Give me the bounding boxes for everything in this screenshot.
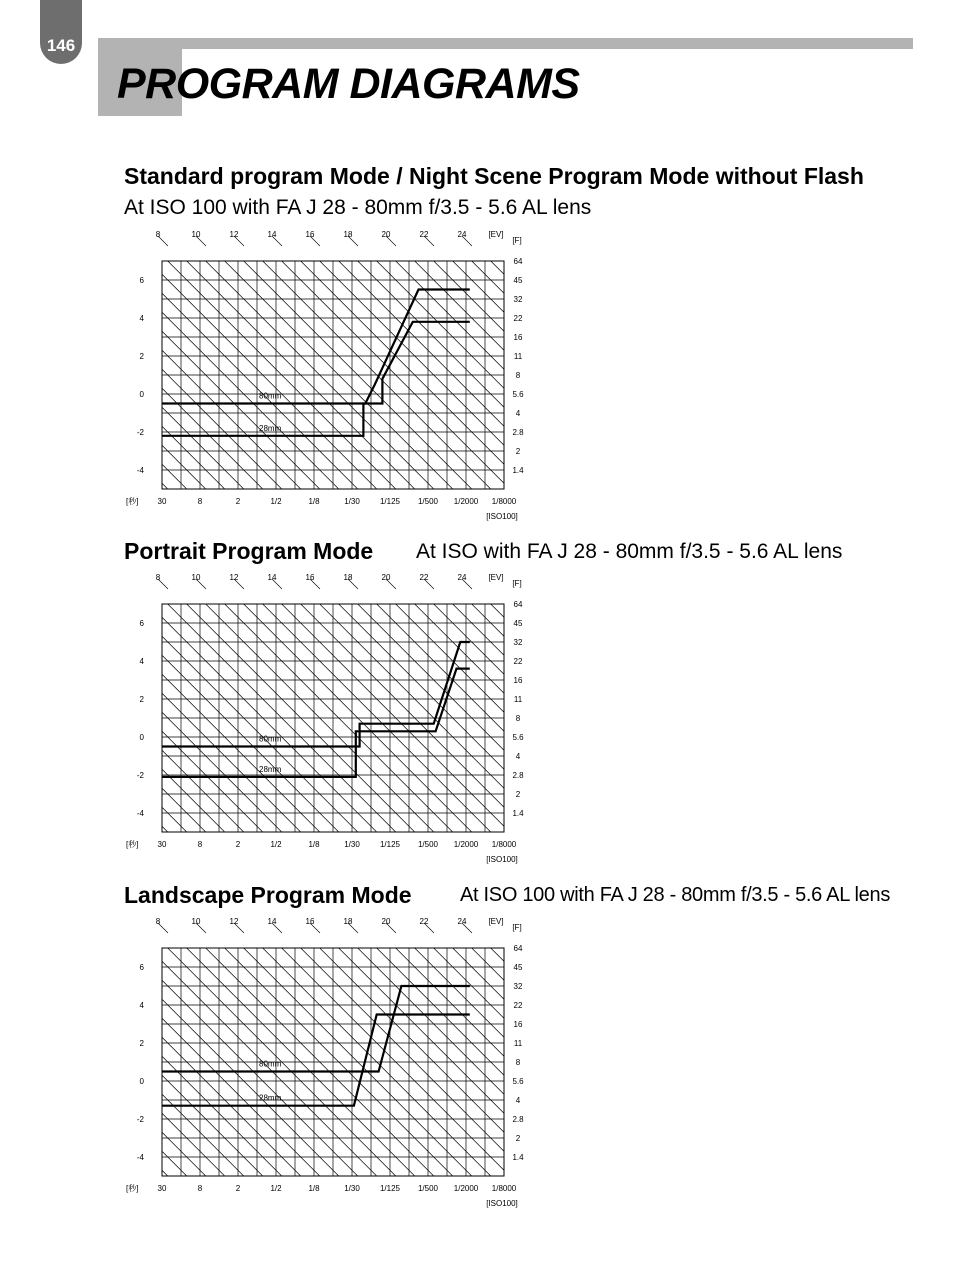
ev-diagonal-line [409, 923, 709, 1223]
ev-diagonal-line [235, 923, 538, 1223]
left-axis-tick-label: -4 [136, 1153, 144, 1162]
ev-diagonal-line [0, 236, 196, 536]
ev-diagonal-line [143, 923, 443, 1223]
ev-diagonal-line [276, 236, 576, 536]
ev-diagonal-line [86, 236, 386, 536]
f-tick-label: 22 [513, 1001, 523, 1010]
ev-diagonal-line [10, 236, 310, 536]
ev-tick-label: 20 [381, 230, 391, 239]
program-diagram-landscape [120, 915, 540, 1208]
ev-diagonal-line [447, 579, 747, 879]
ev-diagonal-line [0, 923, 215, 1223]
left-axis-tick-label: 2 [139, 352, 144, 361]
f-unit-label: [F] [512, 923, 522, 932]
ev-diagonal-line [105, 236, 405, 536]
shutter-tick-label: 1/500 [417, 1184, 439, 1193]
program-line-28mm [162, 322, 470, 436]
ev-tick-label: 18 [343, 230, 353, 239]
ev-diagonal-line [219, 236, 522, 536]
ev-diagonal-line [0, 923, 253, 1223]
ev-diagonal-line [162, 579, 462, 879]
ev-diagonal-line [504, 236, 804, 536]
f-tick-label: 64 [513, 257, 523, 266]
ev-diagonal-line [162, 236, 462, 536]
shutter-tick-label: 1/8000 [491, 1184, 517, 1193]
ev-tick-label: 12 [229, 917, 239, 926]
ev-diagonal-line [504, 923, 804, 1223]
shutter-tick-label: 1/8000 [491, 840, 517, 849]
f-tick-label: 2 [515, 447, 521, 456]
left-axis-tick-label: 0 [139, 733, 144, 742]
ev-diagonal-line [352, 236, 652, 536]
ev-diagonal-line [124, 579, 424, 879]
ev-diagonal-line [466, 579, 766, 879]
left-axis-tick-label: 6 [139, 963, 144, 972]
ev-tick-label: 10 [191, 917, 201, 926]
ev-diagonal-line [67, 236, 367, 536]
ev-diagonal-line [143, 579, 443, 879]
shutter-tick-label: 30 [157, 840, 167, 849]
f-tick-label: 8 [515, 371, 521, 380]
f-tick-label: 16 [513, 676, 523, 685]
ev-diagonal-line [0, 579, 234, 879]
series-label-80mm: 80mm [259, 391, 282, 401]
ev-diagonal-line [333, 923, 633, 1223]
ev-diagonal-line [257, 923, 557, 1223]
f-unit-label: [F] [512, 579, 522, 588]
ev-diagonal-line [181, 236, 481, 536]
shutter-tick-label: 1/2 [270, 840, 282, 849]
ev-diagonal-line [235, 236, 538, 536]
ev-diagonal-line [333, 236, 633, 536]
ev-diagonal-line [29, 923, 329, 1223]
ev-diagonal-line [86, 923, 386, 1223]
ev-tick-label: 20 [381, 573, 391, 582]
shutter-tick-label: 2 [235, 497, 241, 506]
ev-diagonal-line [295, 579, 595, 879]
left-axis-tick-label: 0 [139, 1077, 144, 1086]
ev-diagonal-line [352, 923, 652, 1223]
ev-tick-label: 22 [419, 573, 429, 582]
shutter-tick-label: 8 [197, 1184, 203, 1193]
section-heading-landscape: Landscape Program Mode [124, 882, 412, 908]
shutter-tick-label: 1/2000 [453, 1184, 479, 1193]
f-unit-label: [F] [512, 236, 522, 245]
section-heading-standard: Standard program Mode / Night Scene Program Mode without Flash [124, 163, 864, 189]
ev-diagonal-line [197, 236, 500, 536]
f-tick-label: 45 [513, 276, 523, 285]
f-tick-label: 5.6 [512, 733, 524, 742]
left-axis-tick-label: 6 [139, 619, 144, 628]
ev-diagonal-line [197, 579, 500, 879]
series-label-80mm: 80mm [259, 734, 282, 744]
shutter-tick-label: 1/500 [417, 840, 439, 849]
shutter-tick-label: 1/2000 [453, 840, 479, 849]
ev-unit-label: [EV] [488, 230, 504, 239]
ev-diagonal-line [124, 236, 424, 536]
shutter-tick-label: 1/125 [379, 1184, 401, 1193]
ev-diagonal-line [67, 923, 367, 1223]
ev-diagonal-line [447, 923, 747, 1223]
ev-tick-label: 14 [267, 230, 277, 239]
ev-diagonal-line [276, 579, 576, 879]
ev-diagonal-line [485, 923, 785, 1223]
ev-diagonal-line [352, 579, 652, 879]
shutter-tick-label: 2 [235, 1184, 241, 1193]
shutter-tick-label: 1/30 [344, 1184, 360, 1193]
left-axis-unit-label: [秒] [126, 840, 139, 849]
f-tick-label: 11 [513, 1039, 523, 1048]
shutter-tick-label: 30 [157, 497, 167, 506]
program-line-28mm [162, 1015, 470, 1106]
f-tick-label: 5.6 [512, 1077, 524, 1086]
shutter-tick-label: 1/8 [308, 1184, 320, 1193]
f-tick-label: 45 [513, 619, 523, 628]
program-diagram-portrait [120, 571, 540, 864]
ev-diagonal-line [0, 923, 291, 1223]
ev-diagonal-line [0, 236, 215, 536]
iso-unit-label: [ISO100] [486, 512, 518, 521]
ev-diagonal-line [466, 923, 766, 1223]
ev-tick-label: 24 [457, 917, 467, 926]
ev-diagonal-line [428, 579, 728, 879]
left-axis-tick-label: -4 [136, 466, 144, 475]
f-tick-label: 1.4 [512, 1153, 524, 1162]
page-number: 146 [46, 36, 76, 55]
series-label-28mm: 28mm [259, 1093, 282, 1103]
ev-tick-label: 24 [457, 573, 467, 582]
f-tick-label: 45 [513, 963, 523, 972]
ev-tick-label: 18 [343, 917, 353, 926]
f-tick-label: 4 [515, 1096, 521, 1105]
ev-tick-label: 24 [457, 230, 467, 239]
ev-tick-label: 12 [229, 230, 239, 239]
ev-diagonal-line [390, 579, 690, 879]
f-tick-label: 4 [515, 752, 521, 761]
ev-diagonal-line [0, 236, 234, 536]
ev-diagonal-line [10, 579, 310, 879]
ev-diagonal-group [0, 923, 804, 1223]
ev-diagonal-line [0, 579, 272, 879]
ev-diagonal-line [485, 236, 785, 536]
f-tick-label: 32 [513, 982, 523, 991]
program-line-80mm [162, 290, 470, 404]
ev-diagonal-line [0, 579, 291, 879]
ev-diagonal-line [0, 236, 291, 536]
ev-tick-label: 16 [305, 230, 315, 239]
shutter-tick-label: 1/8000 [491, 497, 517, 506]
iso-unit-label: [ISO100] [486, 1199, 518, 1208]
ev-diagonal-line [67, 579, 367, 879]
f-tick-label: 22 [513, 657, 523, 666]
ev-tick-label: 8 [155, 230, 161, 239]
f-tick-label: 5.6 [512, 390, 524, 399]
left-axis-unit-label: [秒] [126, 1184, 139, 1193]
f-tick-label: 8 [515, 1058, 521, 1067]
ev-tick-label: 10 [191, 230, 201, 239]
shutter-tick-label: 8 [197, 840, 203, 849]
f-tick-label: 64 [513, 600, 523, 609]
left-axis-tick-label: 4 [139, 314, 144, 323]
ev-diagonal-line [105, 923, 405, 1223]
left-axis-tick-label: 2 [139, 1039, 144, 1048]
iso-unit-label: [ISO100] [486, 855, 518, 864]
series-label-80mm: 80mm [259, 1059, 282, 1069]
ev-diagonal-line [485, 579, 785, 879]
ev-tick-label: 16 [305, 917, 315, 926]
ev-tick-label: 14 [267, 917, 277, 926]
ev-diagonal-line [29, 236, 329, 536]
ev-unit-label: [EV] [488, 917, 504, 926]
left-axis-tick-label: 4 [139, 1001, 144, 1010]
f-tick-label: 8 [515, 714, 521, 723]
f-tick-label: 32 [513, 638, 523, 647]
f-tick-label: 11 [513, 695, 523, 704]
program-diagram-standard [120, 228, 540, 521]
shutter-tick-label: 1/8 [308, 840, 320, 849]
ev-diagonal-line [257, 579, 557, 879]
ev-diagonal-line [314, 923, 614, 1223]
section-subtext-standard: At ISO 100 with FA J 28 - 80mm f/3.5 - 5.6 AL lens [124, 196, 592, 219]
ev-diagonal-line [257, 236, 557, 536]
f-tick-label: 32 [513, 295, 523, 304]
ev-unit-label: [EV] [488, 573, 504, 582]
ev-diagonal-line [295, 923, 595, 1223]
shutter-tick-label: 1/8 [308, 497, 320, 506]
ev-diagonal-line [466, 236, 766, 536]
ev-diagonal-line [197, 923, 500, 1223]
ev-diagonal-line [276, 923, 576, 1223]
f-tick-label: 2 [515, 790, 521, 799]
left-axis-tick-label: -2 [136, 1115, 144, 1124]
ev-diagonal-line [428, 923, 728, 1223]
shutter-tick-label: 1/500 [417, 497, 439, 506]
ev-diagonal-line [86, 579, 386, 879]
ev-diagonal-line [504, 579, 804, 879]
shutter-tick-label: 1/30 [344, 840, 360, 849]
ev-diagonal-line [295, 236, 595, 536]
left-axis-tick-label: 4 [139, 657, 144, 666]
shutter-tick-label: 1/30 [344, 497, 360, 506]
page-title: PROGRAM DIAGRAMS [117, 60, 580, 108]
ev-diagonal-line [162, 923, 462, 1223]
shutter-tick-label: 2 [235, 840, 241, 849]
left-axis-tick-label: -2 [136, 428, 144, 437]
left-axis-tick-label: 0 [139, 390, 144, 399]
f-tick-label: 2.8 [512, 771, 524, 780]
ev-diagonal-line [0, 236, 253, 536]
ev-diagonal-line [143, 236, 443, 536]
left-axis-tick-label: -2 [136, 771, 144, 780]
f-tick-label: 1.4 [512, 466, 524, 475]
title-bar [98, 38, 913, 49]
f-tick-label: 16 [513, 1020, 523, 1029]
ev-tick-label: 20 [381, 917, 391, 926]
series-label-28mm: 28mm [259, 423, 282, 433]
shutter-tick-label: 1/125 [379, 497, 401, 506]
ev-diagonal-group [0, 236, 804, 536]
section-subtext-portrait: At ISO with FA J 28 - 80mm f/3.5 - 5.6 AL lens [416, 540, 843, 563]
ev-diagonal-line [447, 236, 747, 536]
ev-tick-label: 10 [191, 573, 201, 582]
ev-diagonal-line [219, 923, 522, 1223]
left-axis-tick-label: -4 [136, 809, 144, 818]
f-tick-label: 2.8 [512, 1115, 524, 1124]
ev-tick-label: 14 [267, 573, 277, 582]
left-axis-unit-label: [秒] [126, 497, 139, 506]
left-axis-tick-label: 6 [139, 276, 144, 285]
ev-tick-label: 18 [343, 573, 353, 582]
ev-diagonal-group [0, 579, 804, 879]
shutter-tick-label: 8 [197, 497, 203, 506]
ev-diagonal-line [0, 579, 196, 879]
ev-diagonal-line [0, 579, 253, 879]
ev-diagonal-line [48, 923, 348, 1223]
ev-tick-label: 22 [419, 917, 429, 926]
ev-diagonal-line [48, 236, 348, 536]
shutter-tick-label: 1/2 [270, 1184, 282, 1193]
ev-diagonal-line [181, 923, 481, 1223]
ev-tick-label: 8 [155, 917, 161, 926]
ev-diagonal-line [29, 579, 329, 879]
ev-diagonal-line [235, 579, 538, 879]
ev-diagonal-line [124, 923, 424, 1223]
ev-tick-label: 22 [419, 230, 429, 239]
series-label-28mm: 28mm [259, 764, 282, 774]
ev-diagonal-line [390, 923, 690, 1223]
section-subtext-landscape: At ISO 100 with FA J 28 - 80mm f/3.5 - 5.6 AL lens [460, 884, 891, 906]
shutter-tick-label: 1/125 [379, 840, 401, 849]
ev-diagonal-line [0, 579, 215, 879]
ev-tick-label: 16 [305, 573, 315, 582]
ev-diagonal-line [48, 579, 348, 879]
f-tick-label: 2.8 [512, 428, 524, 437]
ev-diagonal-line [333, 579, 633, 879]
ev-diagonal-line [0, 923, 234, 1223]
ev-diagonal-line [409, 236, 709, 536]
ev-diagonal-line [0, 236, 272, 536]
f-tick-label: 16 [513, 333, 523, 342]
shutter-tick-label: 30 [157, 1184, 167, 1193]
ev-diagonal-line [10, 923, 310, 1223]
ev-diagonal-line [0, 923, 272, 1223]
left-axis-tick-label: 2 [139, 695, 144, 704]
shutter-tick-label: 1/2000 [453, 497, 479, 506]
ev-diagonal-line [390, 236, 690, 536]
f-tick-label: 4 [515, 409, 521, 418]
f-tick-label: 1.4 [512, 809, 524, 818]
ev-tick-label: 8 [155, 573, 161, 582]
shutter-tick-label: 1/2 [270, 497, 282, 506]
ev-diagonal-line [219, 579, 522, 879]
f-tick-label: 2 [515, 1134, 521, 1143]
ev-diagonal-line [314, 236, 614, 536]
f-tick-label: 11 [513, 352, 523, 361]
ev-diagonal-line [0, 923, 196, 1223]
ev-tick-label: 12 [229, 573, 239, 582]
f-tick-label: 64 [513, 944, 523, 953]
ev-diagonal-line [428, 236, 728, 536]
ev-diagonal-line [409, 579, 709, 879]
section-heading-portrait: Portrait Program Mode [124, 538, 374, 564]
f-tick-label: 22 [513, 314, 523, 323]
